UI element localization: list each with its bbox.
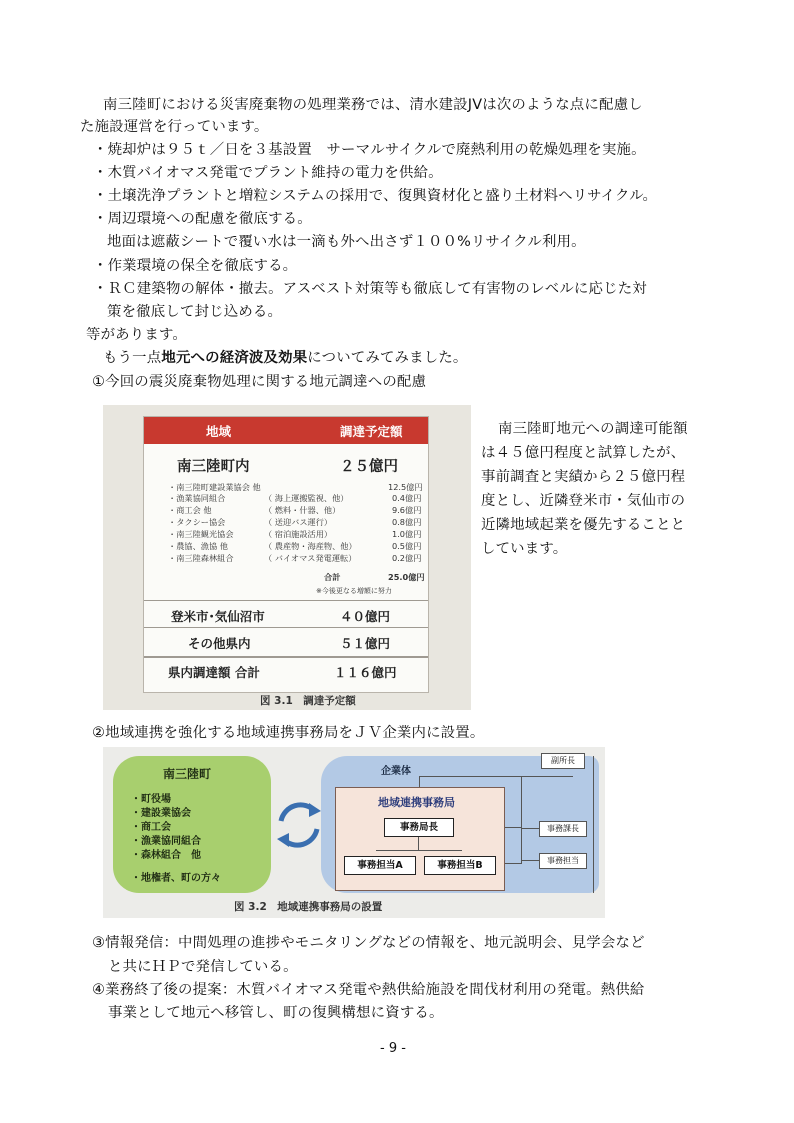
region-amount-2: １１６億円 [334, 665, 397, 680]
clerk-box: 事務担当 [539, 853, 587, 869]
economic-line [103, 347, 468, 369]
figure-liaison-office [103, 747, 605, 918]
row-name-5: ・農協、漁協 他 [168, 541, 228, 551]
item-4-line-1: ④業務終了後の提案：木質バイオマス発電や熱供給施設を間伐材利用の発電。熱供給 [92, 982, 645, 998]
row-amount-6: 0.2億円 [392, 553, 422, 563]
side-text-6: しています。 [481, 541, 568, 557]
row-name-6: ・南三陸森林組合 [168, 553, 234, 563]
main-amount: ２５億円 [340, 459, 398, 475]
region-name-0: 登米市･気仙沼市 [171, 609, 265, 624]
town-footer: ・地権者、町の方々 [131, 873, 221, 884]
region-amount-1: ５１億円 [340, 636, 391, 651]
economic-post: についてみてみました。 [307, 350, 468, 366]
section-chief-box: 事務課長 [539, 821, 587, 837]
row-name-4: ・南三陸観光協会 [168, 529, 234, 539]
side-text-5: 近隣地域起業を優先することと [481, 517, 686, 533]
intro-line-1: 南三陸町における災害廃棄物の処理業務では、清水建設JVは次のような点に配慮し [103, 97, 643, 113]
figure-2-caption: 図 3.2 地域連携事務局の設置 [234, 901, 383, 913]
bullet-2: ・木質バイオマス発電でプラント維持の電力を供給。 [93, 165, 443, 181]
page-number: - 9 - [380, 1041, 406, 1056]
row-name-0: ・南三陸町建設業協会 他 [168, 482, 261, 492]
staff-a-box: 事務担当A [344, 856, 416, 875]
row-name-2: ・商工会 他 [168, 505, 212, 515]
row-amount-1: 0.4億円 [392, 493, 422, 503]
header-region: 地域 [206, 424, 232, 439]
row-name-3: ・タクシー協会 [168, 517, 226, 527]
vice-director-box: 副所長 [541, 753, 585, 769]
economic-pre: もう一点 [103, 350, 162, 366]
region-name-2: 県内調達額 合計 [168, 665, 260, 680]
row-name-1: ・漁業協同組合 [168, 493, 226, 503]
region-amount-0: ４０億円 [340, 609, 391, 624]
row-note-3: （ 送迎バス運行） [264, 517, 333, 527]
row-amount-5: 0.5億円 [392, 541, 422, 551]
row-note-1: （ 海上運搬監視、他） [264, 493, 349, 503]
footnote: ※今後更なる増額に努力 [316, 587, 392, 595]
procurement-table [143, 416, 429, 693]
subtotal-label: 合計 [324, 572, 341, 582]
town-item-2: ・商工会 [131, 822, 171, 833]
etc-line: 等があります。 [86, 327, 187, 343]
figure-1-caption: 図 3.1 調達予定額 [260, 695, 356, 707]
item-2-heading: ②地域連携を強化する地域連携事務局をＪＶ企業内に設置。 [92, 725, 485, 741]
main-region: 南三陸町内 [177, 459, 250, 475]
bullet-3: ・土壌洗浄プラントと増粒システムの採用で、復興資材化と盛り土材料へリサイクル。 [93, 188, 658, 204]
bullet-6: ・ＲＣ建築物の解体・撤去。アスベスト対策等も徹底して有害物のレベルに応じた対 [93, 281, 647, 297]
side-text-1: 南三陸町地元への調達可能額 [498, 421, 688, 437]
region-name-1: その他県内 [188, 636, 251, 651]
row-amount-3: 0.8億円 [392, 517, 422, 527]
office-title: 地域連携事務局 [378, 796, 455, 809]
bullet-1: ・焼却炉は９５ｔ／日を３基設置 サーマルサイクルで廃熱利用の乾燥処理を実施。 [93, 142, 646, 158]
row-amount-4: 1.0億円 [392, 529, 422, 539]
header-amount: 調達予定額 [340, 424, 403, 439]
row-amount-2: 9.6億円 [392, 505, 422, 515]
town-panel [113, 756, 271, 893]
item-4-line-2: 事業として地元へ移管し、町の復興構想に資する。 [108, 1005, 444, 1021]
bullet-5: ・作業環境の保全を徹底する。 [93, 258, 298, 274]
item-1-heading: ①今回の震災廃棄物処理に関する地元調達への配慮 [92, 374, 427, 390]
side-text-2: は４５億円程度と試算したが、 [481, 445, 686, 461]
intro-line-2: た施設運営を行っています。 [80, 119, 269, 135]
table-header [144, 417, 428, 444]
subtotal-amount: 25.0億円 [388, 572, 425, 582]
company-title: 企業体 [381, 766, 411, 777]
town-title: 南三陸町 [163, 767, 212, 781]
side-text-3: 事前調査と実績から２５億円程 [481, 469, 686, 485]
bullet-4-detail: 地面は遮蔽シートで覆い水は一滴も外へ出さず１００%リサイクル利用。 [107, 234, 586, 250]
town-item-1: ・建設業協会 [131, 808, 191, 819]
item-3-line-1: ③情報発信：中間処理の進捗やモニタリングなどの情報を、地元説明会、見学会など [92, 935, 645, 951]
side-text-4: 度とし、近隣登米市・気仙市の [481, 493, 686, 509]
economic-bold: 地元への経済波及効果 [161, 350, 308, 366]
town-item-3: ・漁業協同組合 [131, 836, 201, 847]
row-note-5: （ 農産物・海産物、他） [264, 541, 357, 551]
staff-b-box: 事務担当B [424, 856, 496, 875]
town-item-0: ・町役場 [131, 794, 171, 805]
bullet-4: ・周辺環境への配慮を徹底する。 [93, 211, 312, 227]
row-note-2: （ 燃料・什器、他） [264, 505, 341, 515]
town-item-4: ・森林組合 他 [131, 850, 201, 861]
liaison-office-box [335, 787, 505, 891]
chief-box: 事務局長 [384, 818, 454, 837]
row-note-4: （ 宿泊施設活用） [264, 529, 333, 539]
cycle-arrows-icon [273, 797, 325, 853]
item-3-line-2: と共にＨＰで発信している。 [108, 959, 298, 975]
row-note-6: （ バイオマス発電運転） [264, 553, 357, 563]
bullet-6-cont: 策を徹底して封じ込める。 [107, 304, 283, 320]
row-amount-0: 12.5億円 [388, 482, 423, 492]
figure-procurement-table [103, 405, 471, 710]
